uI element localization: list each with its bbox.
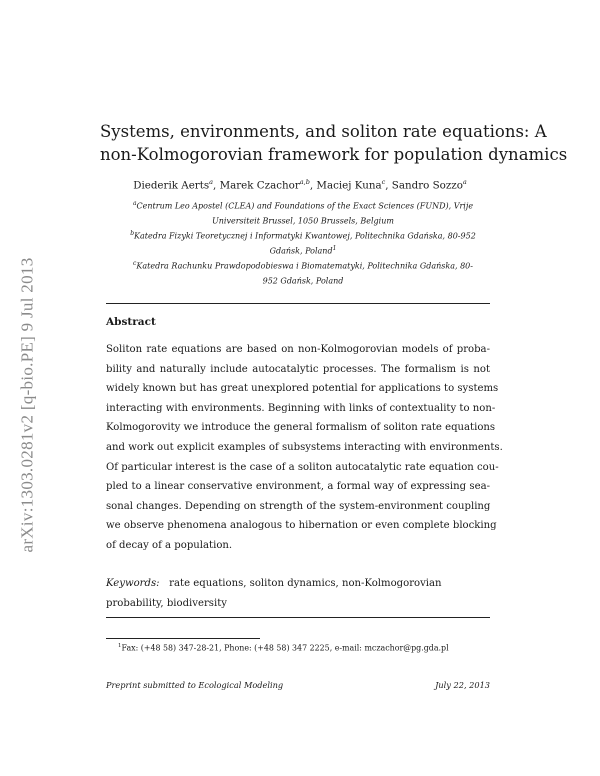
abstract-body — [106, 340, 503, 556]
footnote-mark: 1 — [118, 643, 122, 649]
footnote — [118, 643, 449, 653]
affiliation — [128, 258, 478, 288]
arxiv-stamp — [14, 250, 40, 560]
affiliation-sup: b — [130, 230, 135, 238]
preprint-note: Preprint submitted to Ecological Modeling — [106, 680, 284, 690]
preprint-date: July 22, 2013 — [435, 680, 490, 690]
abstract-line: of decay of a population. — [106, 539, 233, 551]
author-sup: c — [381, 178, 386, 186]
author-list: Diederik Aerts$^a$, Marek Czachor$^{a,b}$, Maciej Kuna$^c$, Sandro Sozzo$^a$ — [133, 178, 467, 192]
affiliation — [128, 198, 478, 228]
keywords-text: rate equations, soliton dynamics, non-Kolmogorovian — [169, 578, 442, 589]
abstract-line: and work out explicit examples of subsystems interacting with environments. — [106, 441, 503, 453]
affiliation-text: Katedra Fizyki Teoretycznej i Informatyki Kwantowej, Politechnika Gdańska, 80-952 Gdańsk, Poland — [134, 231, 476, 256]
affiliation-sup: a — [132, 200, 137, 207]
affiliation-note: 1 — [332, 245, 337, 253]
author-name: Sandro Sozzo — [391, 179, 463, 192]
author-sup: a — [209, 178, 214, 186]
keywords-text: probability, biodiversity — [106, 597, 227, 609]
title-line: Systems, environments, and soliton rate equations: A — [100, 122, 547, 141]
abstract-line: Of particular interest is the case of a soliton autocatalytic rate equation cou- — [106, 461, 499, 473]
keywords — [106, 574, 490, 613]
top-rule — [106, 303, 490, 304]
abstract-line: Kolmogorovity we introduce the general formalism of soliton rate equations — [106, 422, 496, 434]
affiliation-sup: c — [133, 260, 137, 268]
author-name: Marek Czachor — [219, 179, 300, 192]
footnote-text: Fax: (+48 58) 347-28-21, Phone: (+48 58) 347 2225, e-mail: mczachor@pg.gda.pl — [121, 643, 449, 653]
keywords-label: Keywords: — [106, 578, 160, 589]
footnote-rule — [106, 638, 260, 639]
abstract-line: bility and naturally include autocatalytic processes. The formalism is not — [106, 363, 490, 375]
affiliation-text: Katedra Rachunku Prawdopodobieswa i Biomatematyki, Politechnika Gdańska, 80-952 Gdańsk, Poland — [136, 261, 473, 286]
abstract-line: widely known but has great unexplored potential for applications to systems — [106, 383, 499, 395]
abstract-line: sonal changes. Depending on strength of the system-environment coupling — [106, 500, 491, 512]
bottom-rule — [106, 617, 490, 618]
abstract-line: Soliton rate equations are based on non-Kolmogorovian models of proba- — [106, 344, 490, 355]
title-line: non-Kolmogorovian framework for population dynamics — [100, 145, 568, 164]
abstract-line: pled to a linear conservative environment, a formal way of expressing sea- — [106, 481, 490, 493]
affiliation-text: Centrum Leo Apostel (CLEA) and Foundations of the Exact Sciences (FUND), Vrije Universiteit Brussel, 1050 Brussels, Belgium — [136, 201, 474, 226]
abstract-line: we observe phenomena analogous to hibernation or even complete blocking — [106, 520, 497, 532]
affiliations — [128, 198, 478, 288]
author-sup: a — [462, 178, 467, 186]
abstract-heading: Abstract — [106, 316, 156, 328]
affiliation — [128, 228, 478, 258]
paper-title — [100, 120, 568, 166]
arxiv-id: arXiv:1303.0281v2 [q-bio.PE] 9 Jul 2013 — [17, 257, 37, 553]
author-name: Diederik Aerts — [133, 179, 210, 192]
author-sup: a,b — [299, 178, 310, 186]
abstract-line: interacting with environments. Beginning with links of contextuality to non- — [106, 402, 496, 414]
author-name: Maciej Kuna — [316, 179, 382, 192]
